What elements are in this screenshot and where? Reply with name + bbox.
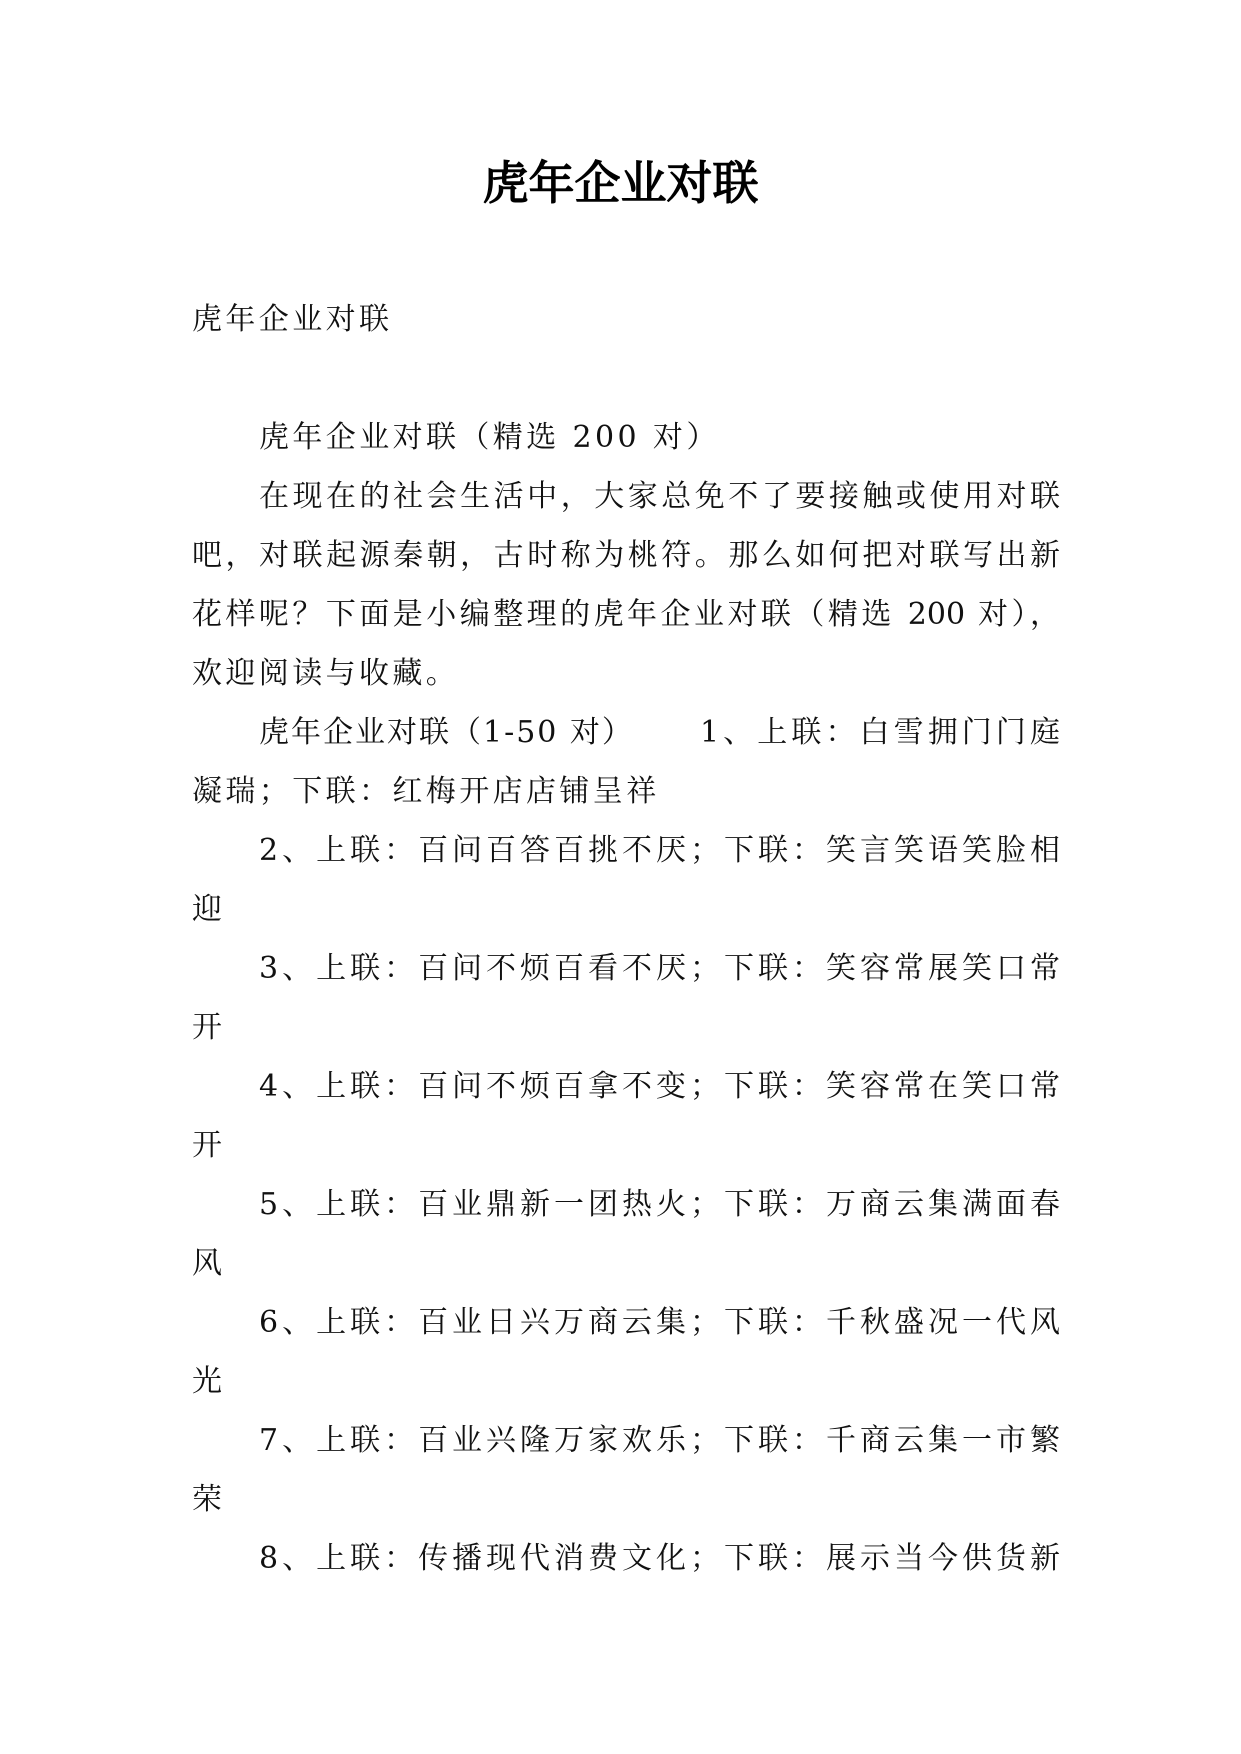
paragraph-line: 花样呢？下面是小编整理的虎年企业对联（精选 200 对）， <box>192 597 1060 632</box>
paragraph-line: 5、上联：百业鼎新一团热火；下联：万商云集满面春 <box>259 1187 1060 1222</box>
paragraph-line: 在现在的社会生活中，大家总免不了要接触或使用对联 <box>259 479 1060 514</box>
paragraph-line: 2、上联：百问百答百挑不厌；下联：笑言笑语笑脸相 <box>259 833 1060 868</box>
blank-line <box>192 349 1060 408</box>
paragraph-line: 凝瑞；下联：红梅开店店铺呈祥 <box>192 774 660 809</box>
paragraph-line: 4、上联：百问不烦百拿不变；下联：笑容常在笑口常 <box>259 1069 1060 1104</box>
paragraph-line: 8、上联：传播现代消费文化；下联：展示当今供货新 <box>259 1541 1060 1576</box>
intro-heading-paragraph <box>192 408 1060 467</box>
paragraph-line: 开 <box>192 1010 226 1045</box>
couplet-item <box>192 821 1060 939</box>
paragraph-line: 欢迎阅读与收藏。 <box>192 656 460 691</box>
paragraph-line: 开 <box>192 1128 226 1163</box>
document-body <box>192 290 1060 1588</box>
paragraph-line: 3、上联：百问不烦百看不厌；下联：笑容常展笑口常 <box>259 951 1060 986</box>
paragraph-line: 6、上联：百业日兴万商云集；下联：千秋盛况一代风 <box>259 1305 1060 1340</box>
paragraph-line: 迎 <box>192 892 226 927</box>
section-heading: 虎年企业对联（1-50 对） <box>259 715 634 750</box>
couplet-text: 1、上联：白雪拥门门庭 <box>700 715 1060 750</box>
couplet-item <box>192 703 1060 821</box>
paragraph-line: 吧，对联起源秦朝，古时称为桃符。那么如何把对联写出新 <box>192 538 1060 573</box>
intro-paragraph <box>192 467 1060 703</box>
couplet-item <box>192 1293 1060 1411</box>
paragraph-line: 7、上联：百业兴隆万家欢乐；下联：千商云集一市繁 <box>259 1423 1060 1458</box>
paragraph-line: 光 <box>192 1364 226 1399</box>
document-subtitle: 虎年企业对联 <box>192 302 393 337</box>
paragraph-line: 风 <box>192 1246 226 1281</box>
couplet-item <box>192 939 1060 1057</box>
couplet-item <box>192 1057 1060 1175</box>
couplet-item <box>192 1529 1060 1588</box>
document-title: 虎年企业对联 <box>482 156 759 210</box>
paragraph-line: 虎年企业对联（精选 200 对） <box>259 420 720 455</box>
paragraph-line: 荣 <box>192 1482 226 1517</box>
paragraph-line <box>192 703 1060 762</box>
couplet-item <box>192 1411 1060 1529</box>
couplet-item <box>192 1175 1060 1293</box>
